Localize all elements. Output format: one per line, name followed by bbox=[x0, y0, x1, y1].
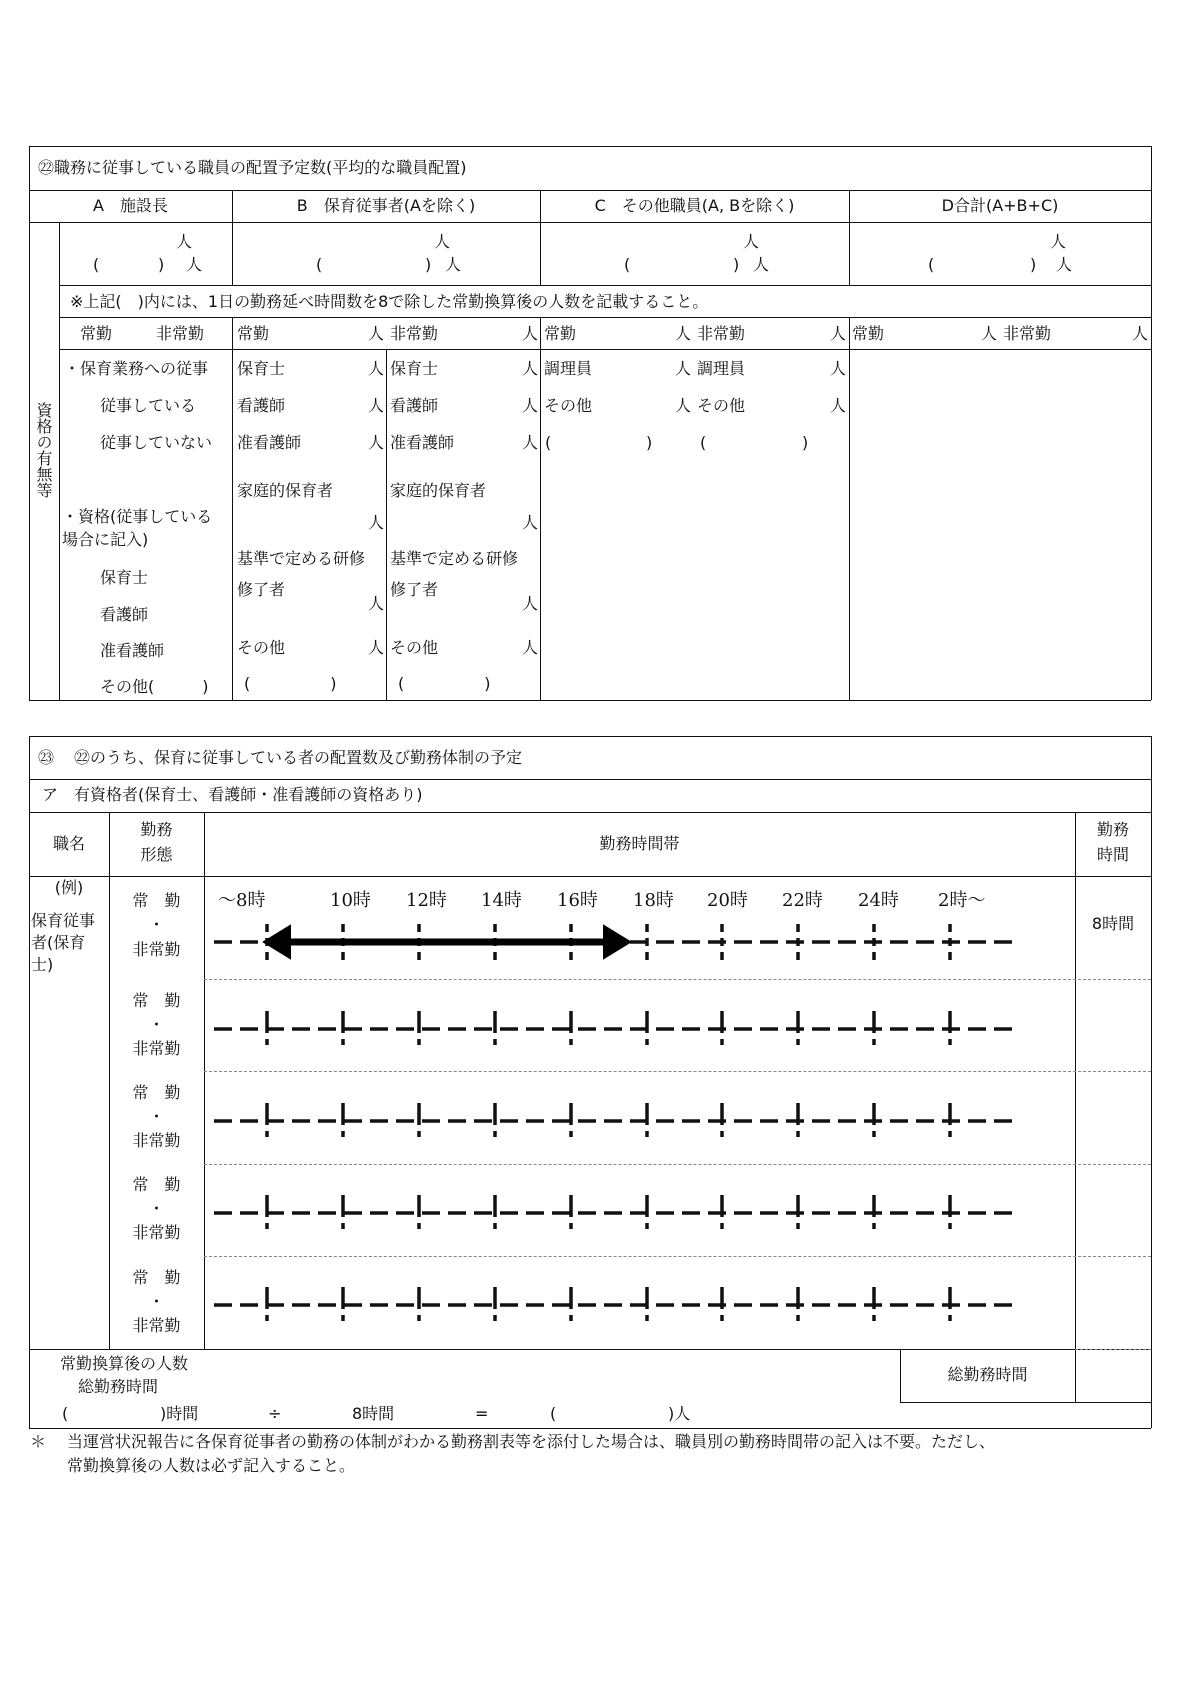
example-job-3: 士) bbox=[31, 955, 54, 974]
timeline-row-3[interactable] bbox=[212, 1183, 1032, 1243]
b-fulltime-unit[interactable]: 人 bbox=[368, 324, 385, 343]
separator-dot: ・ bbox=[148, 1015, 165, 1034]
col-d-paren-close: ) bbox=[1030, 255, 1037, 274]
b-pt-junkangoshi: 准看護師 bbox=[390, 433, 455, 452]
b-ft-kenshu: 基準で定める研修 bbox=[237, 549, 366, 568]
col-c-unit[interactable]: 人 bbox=[743, 232, 760, 251]
b-pt-kenshu-unit[interactable]: 人 bbox=[522, 594, 539, 613]
a-fulltime-label: 常勤 bbox=[80, 324, 113, 343]
fte-label: 常勤換算後の人数 bbox=[60, 1354, 189, 1373]
d-parttime-label: 非常勤 bbox=[1003, 324, 1052, 343]
c-pt-sonota-unit[interactable]: 人 bbox=[830, 396, 847, 415]
col-d-paren-unit[interactable]: 人 bbox=[1056, 255, 1073, 274]
total-hours-label: 総勤務時間 bbox=[78, 1377, 159, 1396]
col-a-paren-unit[interactable]: 人 bbox=[186, 255, 203, 274]
header-job: 職名 bbox=[52, 834, 85, 853]
b-ft-hoikushi: 保育士 bbox=[237, 359, 286, 378]
c-pt-chori: 調理員 bbox=[697, 359, 746, 378]
example-label: (例) bbox=[54, 878, 84, 897]
d-fulltime-unit[interactable]: 人 bbox=[981, 324, 998, 343]
section-22-title: ㉒職務に従事している職員の配置予定数(平均的な職員配置) bbox=[38, 158, 467, 177]
qual-junkangoshi: 准看護師 bbox=[100, 641, 165, 660]
c-pt-sonota: その他 bbox=[697, 396, 746, 415]
tick-label: 12時 bbox=[406, 890, 447, 911]
b-ft-kangoshi-unit[interactable]: 人 bbox=[368, 396, 385, 415]
tick-label: 10時 bbox=[330, 890, 371, 911]
header-time-band: 勤務時間帯 bbox=[599, 834, 680, 853]
qualified-subtitle: ア 有資格者(保育士、看護師・准看護師の資格あり) bbox=[42, 785, 423, 804]
col-d-unit[interactable]: 人 bbox=[1050, 232, 1067, 251]
parttime-option: 非常勤 bbox=[132, 1223, 181, 1242]
c-ft-chori-unit[interactable]: 人 bbox=[675, 359, 692, 378]
shift-arrow bbox=[264, 926, 630, 958]
b-pt-junkangoshi-unit[interactable]: 人 bbox=[522, 433, 539, 452]
col-b-paren-open: ( bbox=[316, 255, 323, 274]
c-pt-paren-close: ) bbox=[802, 433, 809, 452]
footnote-mark: ＊ bbox=[30, 1432, 47, 1451]
b-ft-sonota: その他 bbox=[237, 638, 286, 657]
c-pt-paren-open[interactable]: ( bbox=[700, 433, 707, 452]
b-pt-other-paren[interactable]: ( ) bbox=[398, 674, 491, 693]
engaged-label: ・保育業務への従事 bbox=[64, 359, 209, 378]
b-ft-junkangoshi-unit[interactable]: 人 bbox=[368, 433, 385, 452]
total-hours-input[interactable] bbox=[1077, 1351, 1150, 1401]
tick-label: 16時 bbox=[557, 890, 598, 911]
formula-paren-open[interactable]: ( bbox=[62, 1404, 69, 1423]
formula-hours: )時間 bbox=[160, 1404, 199, 1423]
c-pt-chori-unit[interactable]: 人 bbox=[830, 359, 847, 378]
header-form-1: 勤務 bbox=[140, 820, 173, 839]
footnote-line-2: 常勤換算後の人数は必ず記入すること。 bbox=[67, 1456, 356, 1475]
col-c-paren-open: ( bbox=[624, 255, 631, 274]
qual-other[interactable]: その他( ) bbox=[100, 677, 209, 696]
b-pt-kangoshi: 看護師 bbox=[390, 396, 439, 415]
conversion-note: ※上記( )内には、1日の勤務延べ時間数を8で除した常勤換算後の人数を記載すること。 bbox=[70, 292, 709, 311]
d-parttime-unit[interactable]: 人 bbox=[1132, 324, 1149, 343]
parttime-option: 非常勤 bbox=[132, 1131, 181, 1150]
timeline-row-1[interactable] bbox=[212, 999, 1032, 1059]
b-ft-kangoshi: 看護師 bbox=[237, 396, 286, 415]
b-ft-kenshu-unit[interactable]: 人 bbox=[368, 594, 385, 613]
qual-kangoshi: 看護師 bbox=[100, 605, 149, 624]
parttime-option: 非常勤 bbox=[132, 1316, 181, 1335]
section-23-number: ㉓ bbox=[38, 748, 55, 767]
d-fulltime-label: 常勤 bbox=[852, 324, 885, 343]
c-parttime-unit[interactable]: 人 bbox=[830, 324, 847, 343]
qualification-label: ・資格(従事している bbox=[62, 507, 213, 526]
b-fulltime-label: 常勤 bbox=[237, 324, 270, 343]
separator-dot: ・ bbox=[148, 1292, 165, 1311]
fulltime-option: 常 勤 bbox=[132, 1175, 181, 1194]
fulltime-option: 常 勤 bbox=[132, 891, 181, 910]
col-b-paren-unit[interactable]: 人 bbox=[445, 255, 462, 274]
b-pt-katei: 家庭的保育者 bbox=[390, 481, 487, 500]
b-ft-sonota-unit[interactable]: 人 bbox=[368, 638, 385, 657]
result-paren-open[interactable]: ( bbox=[550, 1404, 557, 1423]
formula-eight: 8時間 bbox=[352, 1404, 395, 1423]
col-a-header: A 施設長 bbox=[93, 196, 168, 215]
parttime-option: 非常勤 bbox=[132, 940, 181, 959]
c-fulltime-unit[interactable]: 人 bbox=[675, 324, 692, 343]
engaged-yes: 従事している bbox=[100, 396, 197, 415]
header-form-2: 形態 bbox=[140, 845, 173, 864]
b-ft-kenshu-2: 修了者 bbox=[237, 580, 286, 599]
tick-label: ～8時 bbox=[218, 890, 266, 911]
tick-label: 2時～ bbox=[938, 890, 986, 911]
separator-dot: ・ bbox=[148, 1107, 165, 1126]
col-b-unit[interactable]: 人 bbox=[434, 232, 451, 251]
col-c-paren-unit[interactable]: 人 bbox=[753, 255, 770, 274]
b-pt-kangoshi-unit[interactable]: 人 bbox=[522, 396, 539, 415]
col-b-paren-close: ) bbox=[425, 255, 432, 274]
col-a-paren-close: ) bbox=[158, 255, 165, 274]
col-b-header: B 保育従事者(Aを除く) bbox=[296, 196, 476, 215]
c-fulltime-label: 常勤 bbox=[544, 324, 577, 343]
col-c-header: C その他職員(A, Bを除く) bbox=[594, 196, 795, 215]
footnote-line-1: 当運営状況報告に各保育従事者の勤務の体制がわかる勤務割表等を添付した場合は、職員別の勤務時間帯の記入は不要。ただし、 bbox=[67, 1432, 996, 1451]
timeline-row-2[interactable] bbox=[212, 1091, 1032, 1151]
fulltime-option: 常 勤 bbox=[132, 1268, 181, 1287]
separator-dot: ・ bbox=[148, 915, 165, 934]
col-a-paren-open: ( bbox=[93, 255, 100, 274]
b-ft-katei: 家庭的保育者 bbox=[237, 481, 334, 500]
fulltime-option: 常 勤 bbox=[132, 1083, 181, 1102]
parttime-option: 非常勤 bbox=[132, 1039, 181, 1058]
total-hours-cell-label: 総勤務時間 bbox=[947, 1365, 1028, 1384]
col-d-header: D合計(A+B+C) bbox=[941, 196, 1059, 215]
b-parttime-label: 非常勤 bbox=[390, 324, 439, 343]
b-pt-kenshu-2: 修了者 bbox=[390, 580, 439, 599]
timeline-row-4[interactable] bbox=[212, 1275, 1032, 1335]
col-a-unit[interactable]: 人 bbox=[176, 232, 193, 251]
separator-dot: ・ bbox=[148, 1199, 165, 1218]
b-parttime-unit[interactable]: 人 bbox=[522, 324, 539, 343]
b-pt-katei-unit[interactable]: 人 bbox=[522, 513, 539, 532]
c-ft-sonota-unit[interactable]: 人 bbox=[675, 396, 692, 415]
header-hours-1: 勤務 bbox=[1096, 820, 1129, 839]
example-timeline bbox=[212, 912, 1032, 972]
b-pt-kenshu: 基準で定める研修 bbox=[390, 549, 519, 568]
col-d-paren-open: ( bbox=[928, 255, 935, 274]
b-ft-katei-unit[interactable]: 人 bbox=[368, 513, 385, 532]
b-pt-hoikushi-unit[interactable]: 人 bbox=[522, 359, 539, 378]
fulltime-option: 常 勤 bbox=[132, 991, 181, 1010]
result-unit: )人 bbox=[668, 1404, 691, 1423]
a-parttime-label: 非常勤 bbox=[156, 324, 205, 343]
header-hours-2: 時間 bbox=[1096, 845, 1129, 864]
qualification-side-label: 資格の有無等 bbox=[34, 402, 53, 498]
c-parttime-label: 非常勤 bbox=[697, 324, 746, 343]
tick-label: 24時 bbox=[858, 890, 899, 911]
formula-equals: = bbox=[475, 1404, 489, 1423]
b-pt-sonota: その他 bbox=[390, 638, 439, 657]
tick-label: 14時 bbox=[481, 890, 522, 911]
example-job-1: 保育従事 bbox=[31, 911, 96, 930]
engaged-no: 従事していない bbox=[100, 433, 213, 452]
c-ft-sonota: その他 bbox=[544, 396, 593, 415]
b-ft-other-paren[interactable]: ( ) bbox=[244, 674, 337, 693]
b-pt-sonota-unit[interactable]: 人 bbox=[522, 638, 539, 657]
qualification-label-2: 場合に記入) bbox=[62, 530, 149, 549]
c-ft-paren-open[interactable]: ( bbox=[545, 433, 552, 452]
b-ft-junkangoshi: 准看護師 bbox=[237, 433, 302, 452]
col-c-paren-close: ) bbox=[733, 255, 740, 274]
b-ft-hoikushi-unit[interactable]: 人 bbox=[368, 359, 385, 378]
qual-hoikushi: 保育士 bbox=[100, 568, 149, 587]
b-pt-hoikushi: 保育士 bbox=[390, 359, 439, 378]
example-job-2: 者(保育 bbox=[31, 933, 86, 952]
formula-divide: ÷ bbox=[268, 1404, 282, 1423]
tick-label: 22時 bbox=[782, 890, 823, 911]
tick-label: 18時 bbox=[633, 890, 674, 911]
section-23-title: ㉒のうち、保育に従事している者の配置数及び勤務体制の予定 bbox=[74, 748, 523, 767]
c-ft-chori: 調理員 bbox=[544, 359, 593, 378]
tick-label: 20時 bbox=[707, 890, 748, 911]
example-hours: 8時間 bbox=[1091, 914, 1135, 933]
c-ft-paren-close: ) bbox=[646, 433, 653, 452]
